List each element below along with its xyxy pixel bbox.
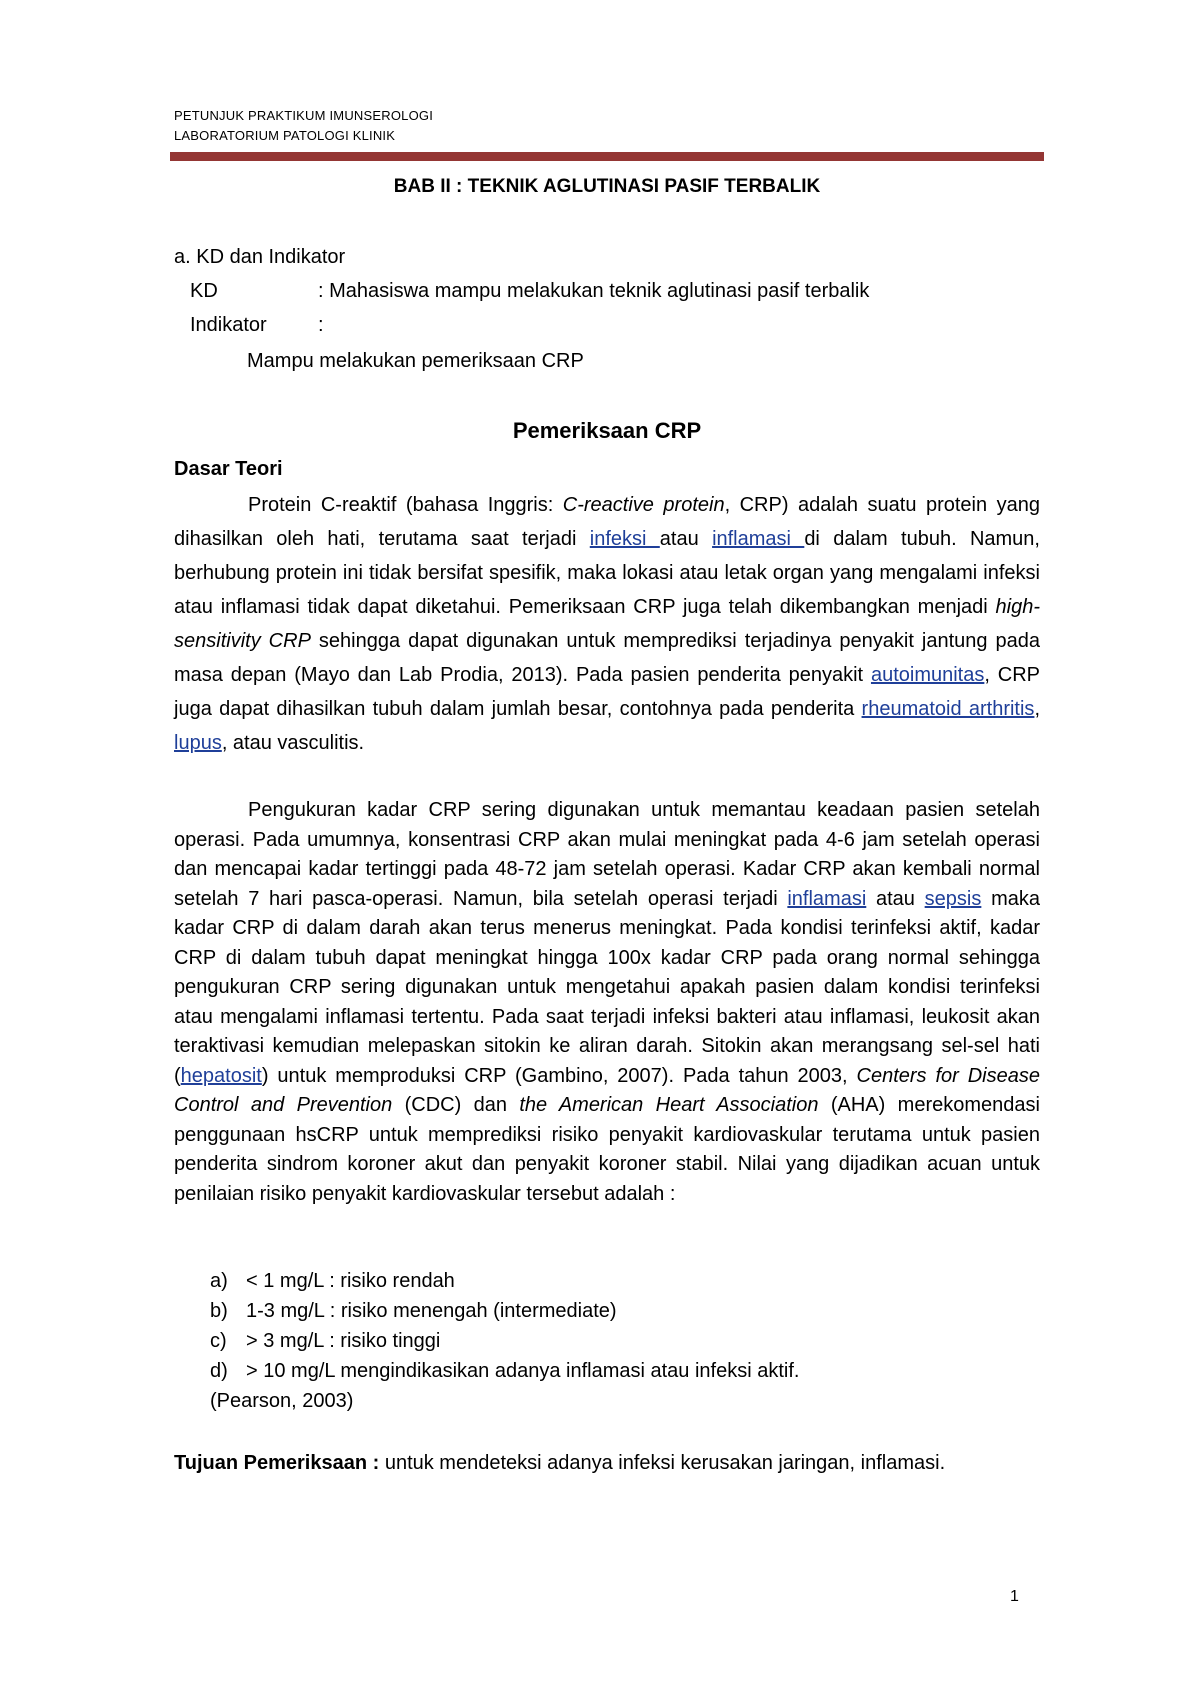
kd-text: : Mahasiswa mampu melakukan teknik aglutinasi pasif terbalik xyxy=(318,280,870,302)
p2-text-2: atau xyxy=(866,887,925,910)
p2-text-3: maka kadar CRP di dalam darah akan terus menerus meningkat. Pada kondisi terinfeksi aktif, kadar CRP di dalam tubuh dapat meningkat hingga 100x kadar CRP pada orang normal sehingga pengukuran CRP sering digunakan untuk mengetahui apakah pasien dalam kondisi terinfeksi atau mengalami inflamasi tertentu. Pada saat terjadi infeksi bakteri atau inflamasi, leukosit akan teraktivasi kemudian melepaskan sitokin ke aliran darah. Sitokin akan merangsang sel-sel hati ( xyxy=(174,887,1040,1087)
indicator-colon: : xyxy=(318,314,324,336)
list-item xyxy=(210,1266,799,1296)
list-item-text: < 1 mg/L : risiko rendah xyxy=(246,1270,455,1292)
list-item-text: 1-3 mg/L : risiko menengah (intermediate) xyxy=(246,1300,617,1322)
header-rule xyxy=(170,152,1044,161)
p1-italic-2: high-sensitivity CRP xyxy=(174,596,1040,652)
list-item xyxy=(210,1326,799,1356)
paragraph-2 xyxy=(174,796,1040,1209)
section-a-heading: a. KD dan Indikator xyxy=(174,246,346,268)
p1-text-1: Protein C-reaktif (bahasa Inggris: xyxy=(248,494,563,516)
goal-line xyxy=(174,1452,945,1475)
dasar-teori-heading: Dasar Teori xyxy=(174,458,283,480)
header-line-2: LABORATORIUM PATOLOGI KLINIK xyxy=(174,128,396,143)
list-item xyxy=(210,1296,799,1326)
p1-italic-1: C-reactive protein xyxy=(562,494,725,516)
link-lupus[interactable]: lupus xyxy=(174,732,222,754)
indicator-text: Mampu melakukan pemeriksaan CRP xyxy=(247,350,584,372)
link-hepatosit[interactable]: hepatosit xyxy=(180,1064,262,1087)
list-item-text: > 3 mg/L : risiko tinggi xyxy=(246,1330,441,1352)
p1-text-6: , CRP juga dapat dihasilkan tubuh dalam jumlah besar, contohnya pada penderita xyxy=(174,664,1041,720)
citation: (Pearson, 2003) xyxy=(210,1390,354,1412)
indicator-label: Indikator xyxy=(190,314,267,336)
list-marker: b) xyxy=(210,1300,228,1322)
p1-text-5: sehingga dapat digunakan untuk memprediksi terjadinya penyakit jantung pada masa depan (Mayo dan Lab Prodia, 2013). Pada pasien penderita penyakit xyxy=(174,630,1040,686)
link-infeksi[interactable]: infeksi xyxy=(589,528,660,550)
link-inflamasi[interactable]: inflamasi xyxy=(712,528,805,550)
p2-text-6: (AHA) merekomendasi penggunaan hsCRP untuk memprediksi risiko penyakit kardiovaskular terutama untuk pasien penderita sindrom koroner akut dan penyakit koroner stabil. Nilai yang dijadikan acuan untuk penilaian risiko penyakit kardiovaskular tersebut adalah : xyxy=(174,1094,1040,1205)
p1-text-7: , xyxy=(1034,698,1040,720)
kd-label: KD xyxy=(190,280,218,302)
p1-text-2: , CRP) adalah suatu protein yang dihasilkan oleh hati, terutama saat terjadi xyxy=(174,494,1040,550)
list-item xyxy=(210,1356,799,1386)
link-rheumatoid-arthritis[interactable]: rheumatoid arthritis xyxy=(861,698,1035,720)
p2-italic-2: the American Heart Association xyxy=(519,1094,819,1116)
list-marker: c) xyxy=(210,1330,227,1352)
page-number: 1 xyxy=(1010,1588,1019,1605)
p2-italic-1: Centers for Disease Control and Prevention xyxy=(174,1064,1040,1116)
link-inflamasi-2[interactable]: inflamasi xyxy=(787,887,867,910)
chapter-title: BAB II : TEKNIK AGLUTINASI PASIF TERBALIK xyxy=(393,176,821,197)
header-line-1: PETUNJUK PRAKTIKUM IMUNSEROLOGI xyxy=(174,108,434,123)
p1-text-3: atau xyxy=(659,528,713,550)
list-marker: a) xyxy=(210,1270,228,1292)
risk-list xyxy=(210,1266,799,1416)
list-item-text: > 10 mg/L mengindikasikan adanya inflamasi atau infeksi aktif. xyxy=(246,1360,800,1382)
link-autoimunitas[interactable]: autoimunitas xyxy=(870,664,985,686)
p2-text-1: Pengukuran kadar CRP sering digunakan untuk memantau keadaan pasien setelah operasi. Pada umumnya, konsentrasi CRP akan mulai meningkat pada 4-6 jam setelah operasi dan mencapai kadar tertinggi pada 48-72 jam setelah operasi. Kadar CRP akan kembali normal setelah 7 hari pasca-operasi. Namun, bila setelah operasi terjadi xyxy=(174,799,1040,910)
p1-text-4: di dalam tubuh. Namun, berhubung protein ini tidak bersifat spesifik, maka lokasi atau letak organ yang mengalami infeksi atau inflamasi tidak dapat diketahui. Pemeriksaan CRP juga telah dikembangkan menjadi xyxy=(174,528,1040,618)
p2-text-4: ) untuk memproduksi CRP (Gambino, 2007). Pada tahun 2003, xyxy=(261,1064,857,1087)
goal-text: untuk mendeteksi adanya infeksi kerusakan jaringan, inflamasi. xyxy=(379,1452,946,1474)
section-title: Pemeriksaan CRP xyxy=(512,418,702,443)
paragraph-1 xyxy=(174,488,1040,760)
list-marker: d) xyxy=(210,1360,228,1382)
link-sepsis[interactable]: sepsis xyxy=(924,887,982,910)
p1-text-8: , atau vasculitis. xyxy=(221,732,365,754)
p2-text-5: (CDC) dan xyxy=(392,1094,520,1116)
goal-label: Tujuan Pemeriksaan : xyxy=(174,1452,380,1474)
